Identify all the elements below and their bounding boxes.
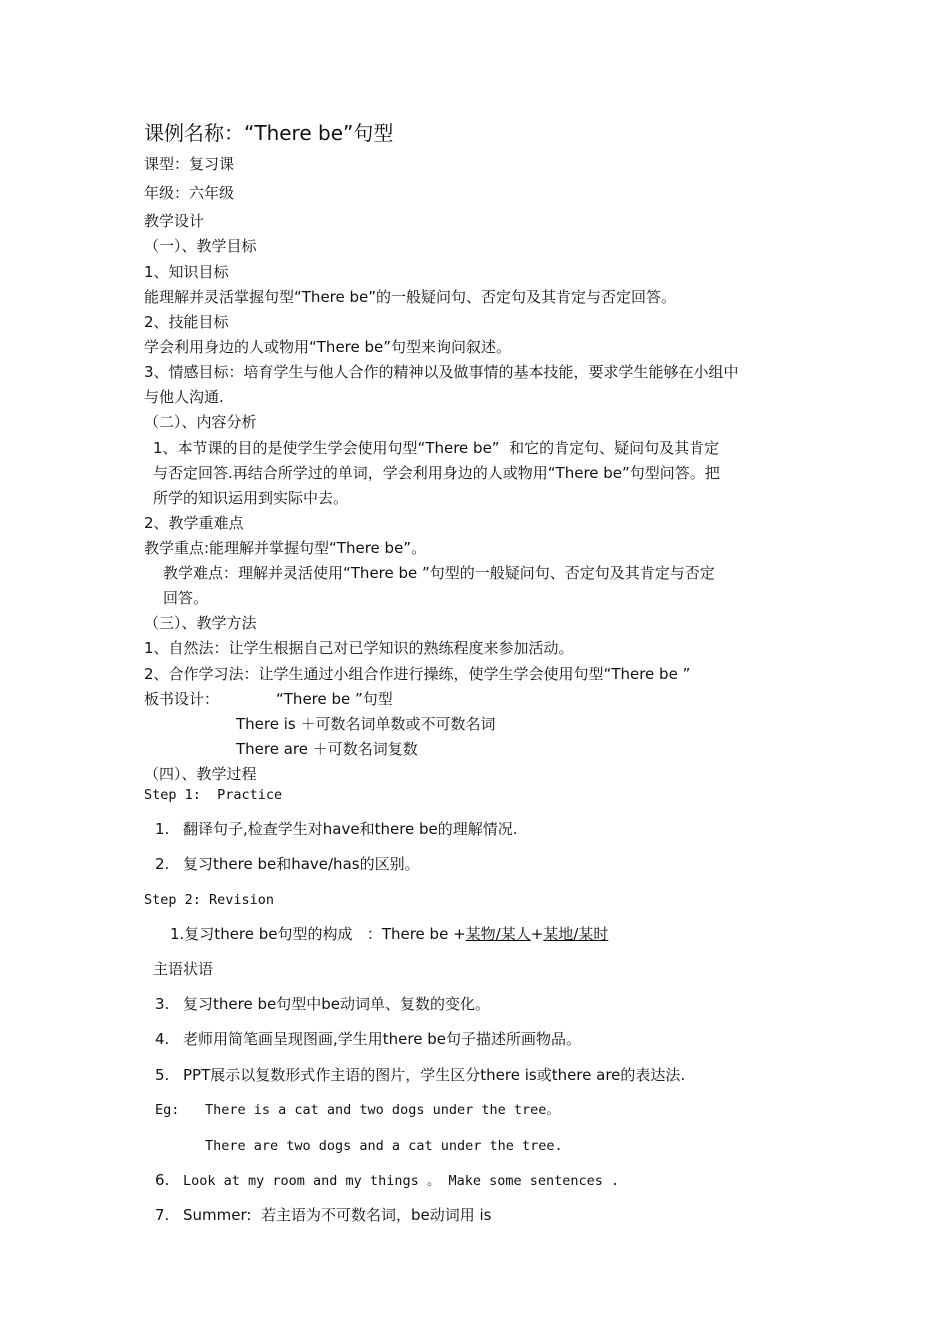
paragraph: 学会利用身边的人或物用“There be”句型来询问叙述。	[144, 338, 512, 356]
plus-sign: +	[530, 925, 544, 943]
list-number: 2.	[155, 855, 170, 873]
list-item: Summer: 若主语为不可数名词，be动词用 is	[183, 1206, 492, 1224]
paragraph: 1、自然法：让学生根据自己对已学知识的熟练程度来参加活动。	[144, 639, 574, 657]
board-title: “There be ”句型	[276, 690, 393, 708]
structure-text: 1.复习there be句型的构成 ：There be +	[170, 925, 466, 943]
paragraph: 3、情感目标：培育学生与他人合作的精神以及做事情的基本技能，要求学生能够在小组中	[144, 363, 739, 381]
paragraph: 教学重点:能理解并掌握句型“There be”。	[144, 539, 427, 557]
list-number: 3.	[155, 995, 170, 1013]
paragraph: 所学的知识运用到实际中去。	[153, 489, 349, 507]
list-number: 5.	[155, 1066, 170, 1084]
example-sentence: There are two dogs and a cat under the tree.	[205, 1138, 563, 1154]
list-number: 1.	[155, 820, 170, 838]
list-item: PPT展示以复数形式作主语的图片，学生区分there is或there are的表达法.	[183, 1066, 686, 1084]
section-heading: （三）、教学方法	[144, 614, 257, 632]
section-heading: （二）、内容分析	[144, 413, 257, 431]
paragraph: 与否定回答.再结合所学过的单词，学会利用身边的人或物用“There be”句型问答。把	[153, 464, 720, 482]
list-item: 翻译句子,检查学生对have和there be的理解情况.	[183, 820, 518, 838]
subheading: 2、技能目标	[144, 313, 229, 331]
subheading: 1、知识目标	[144, 263, 229, 281]
lesson-grade: 年级：六年级	[144, 184, 235, 202]
subheading: 2、教学重难点	[144, 514, 244, 532]
section-heading: 教学设计	[144, 212, 205, 230]
section-heading: （一）、教学目标	[144, 237, 257, 255]
board-line: There are ＋可数名词复数	[236, 740, 418, 758]
step-heading: Step 2: Revision	[144, 892, 275, 908]
step-heading: Step 1: Practice	[144, 787, 283, 803]
section-heading: （四）、教学过程	[144, 765, 257, 783]
board-line: There is ＋可数名词单数或不可数名词	[236, 715, 496, 733]
paragraph: 与他人沟通.	[144, 388, 224, 406]
lesson-type: 课型：复习课	[144, 155, 235, 173]
list-number: 6.	[155, 1171, 170, 1189]
list-number: 7.	[155, 1206, 170, 1224]
paragraph: 回答。	[163, 589, 209, 607]
label-text: 主语状语	[153, 960, 214, 978]
example-label: Eg:	[155, 1102, 180, 1118]
paragraph: 2、合作学习法：让学生通过小组合作进行操练，使学生学会使用句型“There be ”	[144, 665, 691, 683]
paragraph: 1、本节课的目的是使学生学会使用句型“There be” 和它的肯定句、疑问句及其肯定	[153, 439, 720, 457]
paragraph: 能理解并灵活掌握句型“There be”的一般疑问句、否定句及其肯定与否定回答。	[144, 288, 677, 306]
list-item: Look at my room and my things 。 Make some sentences .	[183, 1173, 620, 1189]
paragraph: 教学难点：理解并灵活使用“There be ”句型的一般疑问句、否定句及其肯定与否定	[163, 564, 715, 582]
list-item: 老师用简笔画呈现图画,学生用there be句子描述所画物品。	[183, 1030, 581, 1048]
list-number: 4.	[155, 1030, 170, 1048]
list-item: 复习there be和have/has的区别。	[183, 855, 420, 873]
lesson-title: 课例名称：“There be”句型	[144, 121, 394, 145]
list-item	[170, 924, 608, 944]
underlined-subject: 某物/某人	[465, 925, 531, 943]
list-item: 复习there be句型中be动词单、复数的变化。	[183, 995, 490, 1013]
underlined-adverbial: 某地/某时	[543, 925, 609, 943]
board-label: 板书设计：	[144, 690, 220, 708]
example-sentence: There is a cat and two dogs under the tree。	[205, 1102, 560, 1118]
